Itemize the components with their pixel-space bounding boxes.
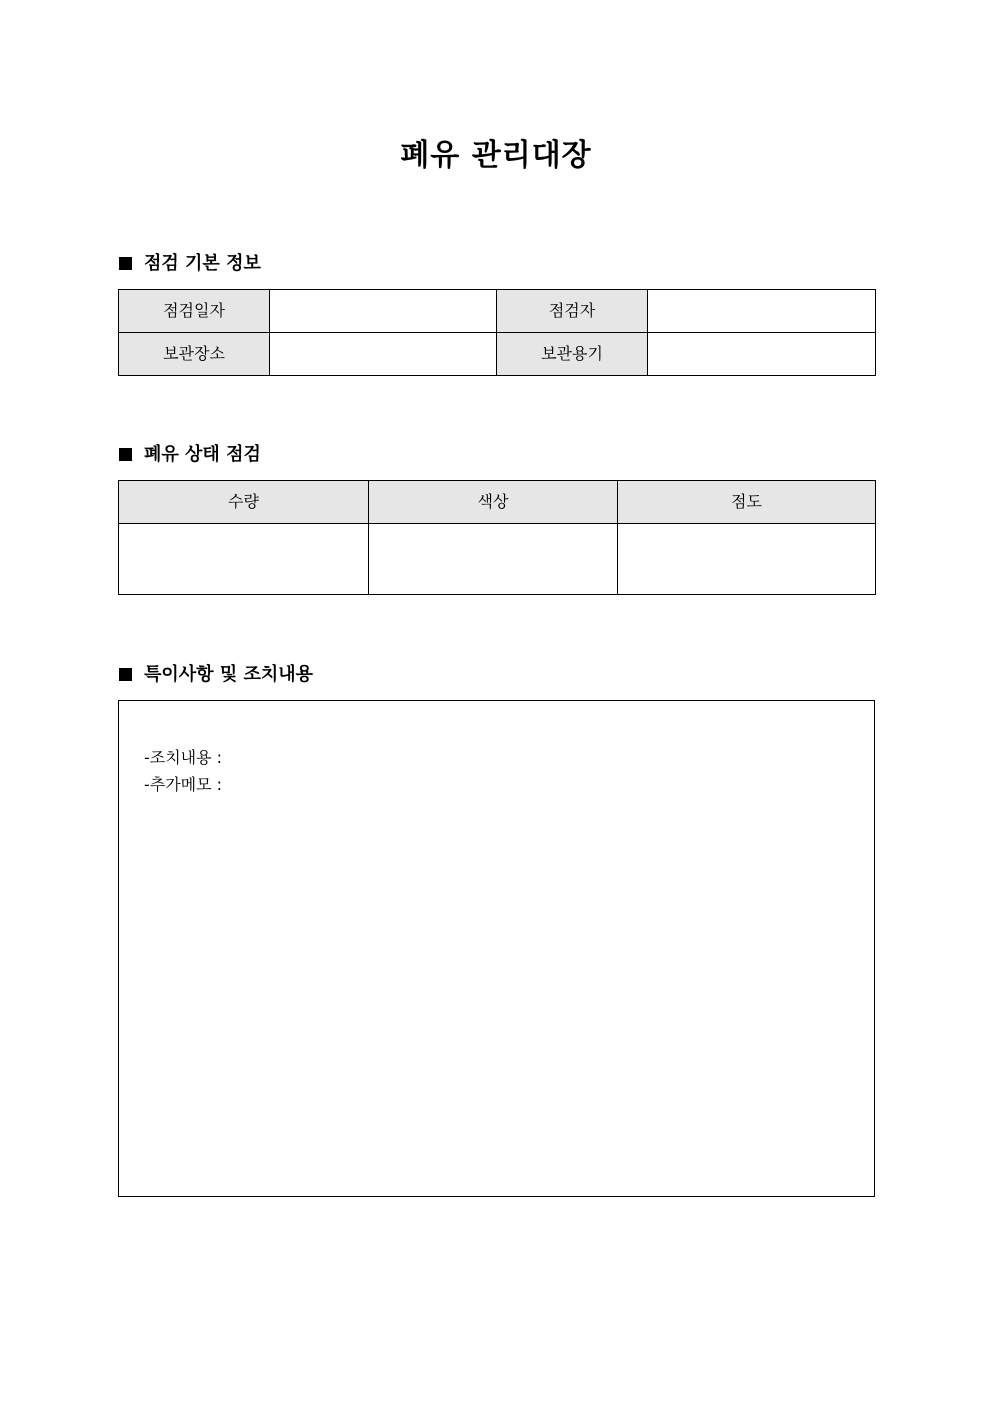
inspection-date-label: 점검일자 [119,290,270,333]
inspection-date-field[interactable] [270,290,497,333]
table-header-row [119,481,876,524]
additional-memo-line: -추가메모 : [144,775,223,794]
section-heading-label: 폐유 상태 점검 [144,444,261,465]
table-row [119,524,876,595]
quantity-field[interactable] [119,524,369,595]
viscosity-field[interactable] [618,524,876,595]
section-heading-status-check [119,443,261,467]
inspector-label: 점검자 [497,290,648,333]
color-header: 색상 [369,481,618,524]
storage-container-field[interactable] [648,333,876,376]
basic-info-table [118,289,876,376]
section-heading-notes [119,663,313,687]
square-bullet-icon [119,668,132,681]
inspector-field[interactable] [648,290,876,333]
table-row [119,333,876,376]
section-heading-basic-info [119,252,261,276]
page-title: 폐유 관리대장 [400,138,592,173]
square-bullet-icon [119,257,132,270]
storage-location-label: 보관장소 [119,333,270,376]
notes-box[interactable] [118,700,875,1197]
viscosity-header: 점도 [618,481,876,524]
action-taken-line: -조치내용 : [144,748,223,767]
storage-container-label: 보관용기 [497,333,648,376]
color-field[interactable] [369,524,618,595]
section-heading-label: 점검 기본 정보 [144,253,261,274]
status-check-table [118,480,876,595]
table-row [119,290,876,333]
quantity-header: 수량 [119,481,369,524]
section-heading-label: 특이사항 및 조치내용 [144,664,314,685]
square-bullet-icon [119,448,132,461]
storage-location-field[interactable] [270,333,497,376]
